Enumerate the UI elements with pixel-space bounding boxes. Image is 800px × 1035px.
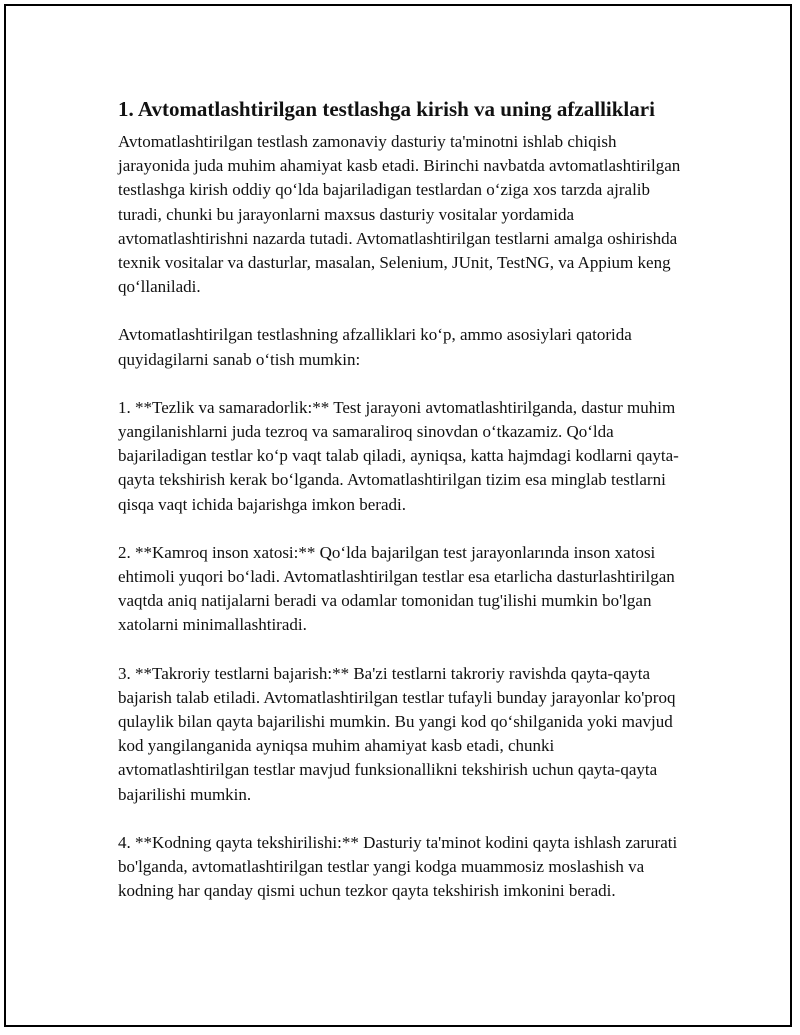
document-title: 1. Avtomatlashtirilgan testlashga kirish va uning afzalliklari (118, 97, 655, 121)
paragraph-advantages-lead: Avtomatlashtirilgan testlashning afzalliklari ko‘p, ammo asosiylari qatorida quyidagilarni sanab o‘tish mumkin: (118, 325, 632, 369)
document-body (118, 96, 688, 927)
list-item-repeated-tests: 3. **Takroriy testlarni bajarish:** Ba'zi testlarni takroriy ravishda qayta-qayta bajarish talab etiladi. Avtomatlashtirilgan testlar tufayli bunday jarayonlar ko'proq qulaylik bilan qayta bajarilishi mumkin. Bu yangi kod qo‘shilganida yoki mavjud kod yangilanganida ayniqsa muhim ahamiyat kasb etadi, chunki avtomatlashtirilgan testlar mavjud funksionallikni tekshirish uchun qayta-qayta bajarilishi mumkin. (118, 663, 676, 804)
list-item-code-recheck: 4. **Kodning qayta tekshirilishi:** Dasturiy ta'minot kodini qayta ishlash zarurati bo'lganda, avtomatlashtirilgan testlar yangi kodga muammosiz moslashish va kodning har qanday qismi uchun tezkor qayta tekshirish imkonini beradi. (118, 832, 678, 901)
list-item-speed: 1. **Tezlik va samaradorlik:** Test jarayoni avtomatlashtirilganda, dastur muhim yangilanishlarni juda tezroq va samaraliroq sinovdan o‘tkazamiz. Qo‘lda bajariladigan testlar ko‘p vaqt talab qiladi, ayniqsa, katta hajmdagi kodlarni qayta-qayta tekshirish kerak bo‘lganda. Avtomatlashtirilgan tizim esa minglab testlarni qisqa vaqt ichida bajarishga imkon beradi. (118, 397, 679, 514)
paragraph-intro: Avtomatlashtirilgan testlash zamonaviy dasturiy ta'minotni ishlab chiqish jarayonida juda muhim ahamiyat kasb etadi. Birinchi navbatda avtomatlashtirilgan testlashga kirish oddiy qo‘lda bajariladigan testlardan o‘ziga xos tarzda ajralib turadi, chunki bu jarayonlarni maxsus dasturiy vositalar yordamida avtomatlashtirishni nazarda tutadi. Avtomatlashtirilgan testlarni amalga oshirishda texnik vositalar va dasturlar, masalan, Selenium, JUnit, TestNG, va Appium keng qo‘llaniladi. (118, 132, 681, 297)
list-item-human-error: 2. **Kamroq inson xatosi:** Qo‘lda bajarilgan test jarayonlarında inson xatosi ehtimoli yuqori bo‘ladi. Avtomatlashtirilgan testlar esa etarlicha dasturlashtirilgan vaqtda aniq natijalarni beradi va odamlar tomonidan tug'ilishi mumkin bo'lgan xatolarni minimallashtiradi. (118, 542, 675, 635)
